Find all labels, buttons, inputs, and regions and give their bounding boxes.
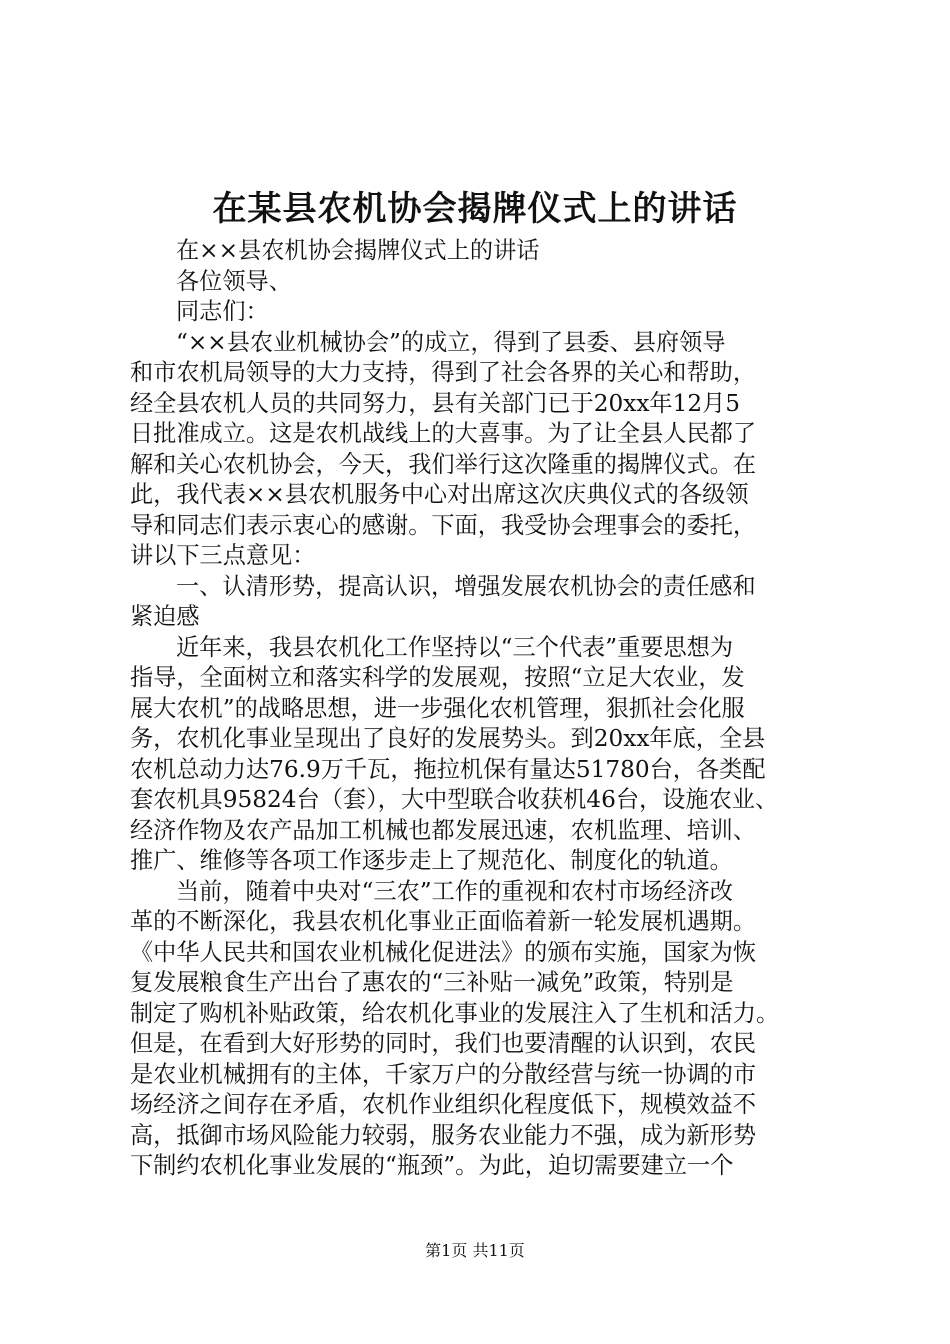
text-line: 近年来，我县农机化工作坚持以“三个代表”重要思想为 bbox=[176, 633, 734, 661]
document-body bbox=[130, 236, 830, 1182]
text-line: 导和同志们表示衷心的感谢。下面，我受协会理事会的委托， bbox=[130, 511, 757, 539]
text-line: 解和关心农机协会，今天，我们举行这次隆重的揭牌仪式。在 bbox=[130, 450, 757, 478]
text-line: 《中华人民共和国农业机械化促进法》的颁布实施，国家为恢 bbox=[130, 938, 757, 966]
text-line: 一、认清形势，提高认识，增强发展农机协会的责任感和 bbox=[176, 572, 756, 600]
text-line: 但是，在看到大好形势的同时，我们也要清醒的认识到，农民 bbox=[130, 1030, 757, 1057]
text-line: 务，农机化事业呈现出了良好的发展势头。到20xx年底，全县 bbox=[130, 725, 766, 752]
text-line: 此，我代表××县农机服务中心对出席这次庆典仪式的各级领 bbox=[130, 481, 749, 508]
text-line: 在××县农机协会揭牌仪式上的讲话 bbox=[176, 237, 540, 264]
text-line: 农机总动力达76.9万千瓦，拖拉机保有量达51780台，各类配 bbox=[130, 755, 766, 783]
text-line: 日批准成立。这是农机战线上的大喜事。为了让全县人民都了 bbox=[130, 420, 757, 447]
text-line: 革的不断深化，我县农机化事业正面临着新一轮发展机遇期。 bbox=[130, 908, 757, 935]
text-line: 讲以下三点意见： bbox=[130, 542, 316, 569]
text-line: 各位领导、 bbox=[176, 267, 292, 295]
text-line: 经全县农机人员的共同努力，县有关部门已于20xx年12月5 bbox=[130, 389, 741, 417]
text-line: 当前，随着中央对“三农”工作的重视和农村市场经济改 bbox=[176, 877, 734, 905]
document-title: 在某县农机协会揭牌仪式上的讲话 bbox=[212, 189, 738, 229]
text-line: 和市农机局领导的大力支持，得到了社会各界的关心和帮助， bbox=[130, 359, 757, 386]
text-line: 紧迫感 bbox=[130, 603, 200, 630]
text-line: 场经济之间存在矛盾，农机作业组织化程度低下，规模效益不 bbox=[130, 1091, 757, 1118]
text-line: 下制约农机化事业发展的“瓶颈”。为此，迫切需要建立一个 bbox=[130, 1152, 734, 1179]
text-line: 经济作物及农产品加工机械也都发展迅速，农机监理、培训、 bbox=[130, 816, 757, 844]
text-line: “××县农业机械协会”的成立，得到了县委、县府领导 bbox=[176, 328, 726, 356]
page-footer: 第1页 共11页 bbox=[425, 1241, 525, 1260]
text-line: 同志们： bbox=[176, 298, 269, 325]
text-line: 展大农机”的战略思想，进一步强化农机管理，狠抓社会化服 bbox=[130, 694, 745, 722]
text-line: 高，抵御市场风险能力较弱，服务农业能力不强，成为新形势 bbox=[130, 1121, 757, 1149]
text-line: 制定了购机补贴政策，给农机化事业的发展注入了生机和活力。 bbox=[130, 999, 780, 1027]
text-line: 套农机具95824台（套），大中型联合收获机46台，设施农业、 bbox=[130, 786, 779, 813]
text-line: 复发展粮食生产出台了惠农的“三补贴一减免”政策，特别是 bbox=[130, 969, 734, 996]
text-line: 指导，全面树立和落实科学的发展观，按照“立足大农业，发 bbox=[130, 664, 745, 691]
text-line: 推广、维修等各项工作逐步走上了规范化、制度化的轨道。 bbox=[130, 847, 733, 874]
text-line: 是农业机械拥有的主体，千家万户的分散经营与统一协调的市 bbox=[130, 1060, 757, 1088]
